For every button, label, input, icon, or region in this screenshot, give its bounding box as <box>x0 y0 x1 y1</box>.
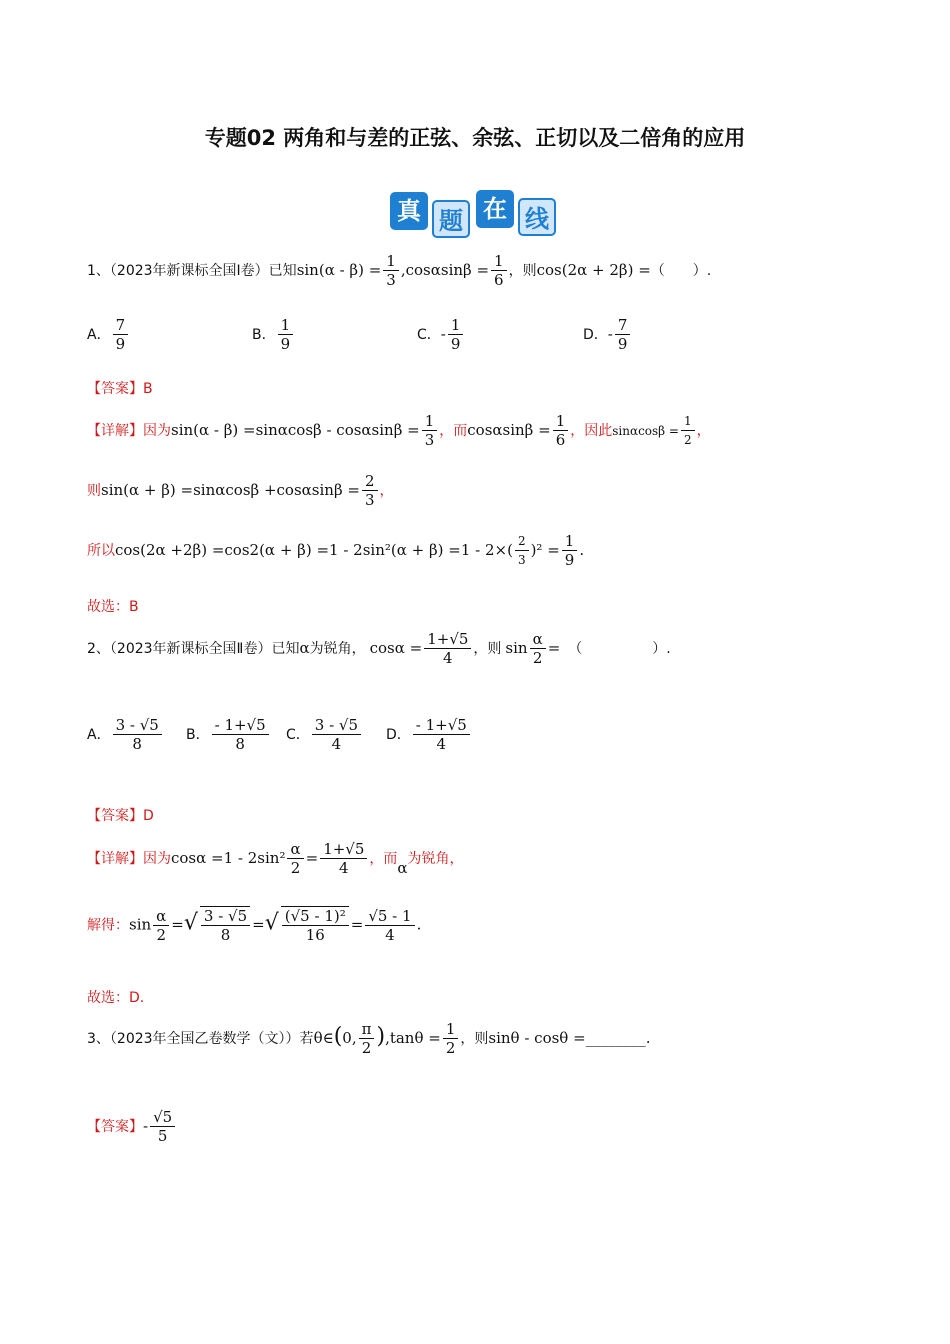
question-1-stem: 1、（2023年新课标全国Ⅰ卷）已知sin(α - β) = $\frac{1}{3}$ ,cosαsinβ = $\frac{1}{6}$ ，则cos(2α + 2β) =（ ）. <box>87 252 712 289</box>
question-1-detail-line-3: 所以cos(2α +2β) =cos2(α + β) =1 - 2sin²(α + β) =1 - 2×( $\frac{2}{3}$ )² = $\frac{1}{9}$ . <box>87 532 585 569</box>
question-1-detail-line-1: 【详解】因为sin(α - β) =sinαcosβ - cosαsinβ = $\frac{1}{3}$ ，而cosαsinβ = $\frac{1}{6}$ ，因此sinαcosβ = $\frac{1}{2}$ ， <box>87 412 711 449</box>
badge-char: 题 <box>432 200 470 238</box>
question-2-option-b: B． $\frac{- 1+√5}{8}$ <box>186 716 271 753</box>
question-2-choose: 故选：D. <box>87 990 145 1006</box>
question-3-answer: 【答案】- $\frac{√5}{5}$ <box>87 1108 177 1145</box>
question-2-detail-line-1: 【详解】因为cosα =1 - 2sin² $\frac{\alpha}{2}$ = $\frac{1+√5}{4}$ ，而α为锐角， <box>87 840 464 877</box>
question-1-option-d: D．- $\frac{7}{9}$ <box>583 316 632 353</box>
page-title: 专题02 两角和与差的正弦、余弦、正切以及二倍角的应用 <box>204 126 746 150</box>
question-2-option-a: A． $\frac{3 - √5}{8}$ <box>87 716 164 753</box>
question-1-answer: 【答案】B <box>87 381 153 397</box>
question-1-choose: 故选：B <box>87 599 139 615</box>
question-1-option-b: B． $\frac{1}{9}$ <box>252 316 295 353</box>
badge-zhenti-zaixian <box>390 188 560 240</box>
badge-char: 在 <box>476 190 514 228</box>
question-2-option-d: D． $\frac{- 1+√5}{4}$ <box>386 716 472 753</box>
badge-char: 真 <box>390 192 428 230</box>
question-2-detail-line-2: 解得：sin $\frac{\alpha}{2}$ =√ $\frac{3 - √5}{8}$ =√ $\frac{\text{(√5 - 1)²}}{16}$ = $\frac{√5 - 1}{4}$ . <box>87 906 422 944</box>
badge-char: 线 <box>518 198 556 236</box>
question-3-stem: 3、（2023年全国乙卷数学（文））若θ∈(0, $\frac{\pi}{2}$ ),tanθ = $\frac{1}{2}$ ，则sinθ - cosθ =________. <box>87 1020 651 1057</box>
question-1-detail-line-2: 则sin(α + β) =sinαcosβ +cosαsinβ = $\frac{2}{3}$ ， <box>87 472 394 509</box>
question-2-option-c: C． $\frac{3 - √5}{4}$ <box>286 716 363 753</box>
question-2-stem: 2、（2023年新课标全国Ⅱ卷）已知α为锐角， cosα = $\frac{1+√5}{4}$ ，则 sin $\frac{\alpha}{2}$ = （ ）. <box>87 630 671 667</box>
question-1-option-a: A． $\frac{7}{9}$ <box>87 316 130 353</box>
question-2-answer: 【答案】D <box>87 808 154 824</box>
question-1-option-c: C．- $\frac{1}{9}$ <box>417 316 465 353</box>
